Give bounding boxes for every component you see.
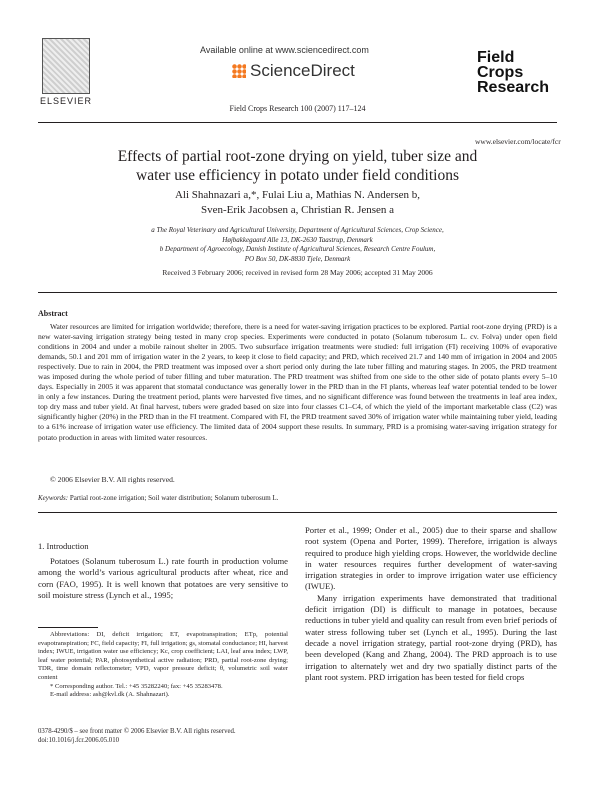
keywords bbox=[38, 494, 278, 502]
journal-url-link[interactable]: www.elsevier.com/locate/fcr bbox=[475, 137, 561, 146]
authors-line1: Ali Shahnazari a,*, Fulai Liu a, Mathias N. Andersen b, bbox=[174, 189, 420, 201]
email-footnote: E-mail address: ash@kvl.dk (A. Shahnazari). bbox=[50, 691, 170, 699]
authors-line2: Sven-Erik Jacobsen a, Christian R. Jensen a bbox=[200, 204, 395, 216]
header-divider bbox=[38, 122, 557, 123]
affiliation-b-line1: b Department of Agroecology, Danish Institute of Agricultural Sciences, Research Centre Foulum, bbox=[159, 245, 436, 253]
affiliation-a-line2: Højbakkegaard Alle 13, DK-2630 Taastrup, Denmark bbox=[222, 235, 373, 244]
abbreviations-footnote: Abbreviations: DI, deficit irrigation; ET, evapotranspiration; ETp, potential evapotranspiration; FC, field capacity; FI, full irrigation; gs, stomatal conductance; HI, harvest index; IWUE, irrigation water use efficiency; Kc, crop coefficient; LAI, leaf area index; LWP, leaf water potential; PAR, photosynthetical active radiation; PRD, partial root-zone drying; TDR, time domain reflectometer; VPD, vapor pressure deficit; θ, volumetric soil water content bbox=[38, 631, 288, 681]
intro-paragraph-right-1: Porter et al., 1999; Onder et al., 2005) due to their sparse and shallow root system (Opena and Porter, 1999). Therefore, irrigation is always required to produce high yielding crops. However, the worldwide decline in water resources requires further development of water-saving irrigation strategies in order to improve irrigation water use efficiency (IWUE). bbox=[305, 525, 557, 592]
abstract-heading: Abstract bbox=[38, 309, 68, 318]
footnotes bbox=[38, 631, 288, 700]
elsevier-tree-emblem bbox=[42, 38, 90, 94]
journal-title-line3: Research bbox=[477, 79, 550, 96]
author-list bbox=[60, 188, 535, 218]
sciencedirect-logo bbox=[232, 61, 355, 81]
affiliation-b-line2: PO Box 50, DK-8830 Tjele, Denmark bbox=[244, 254, 351, 263]
elsevier-logo bbox=[38, 38, 94, 104]
doi-link[interactable]: doi:10.1016/j.fcr.2006.05.010 bbox=[38, 737, 119, 744]
journal-title bbox=[477, 50, 549, 95]
publisher-name: ELSEVIER bbox=[39, 96, 93, 106]
journal-title-line2: Crops bbox=[477, 64, 524, 81]
intro-paragraph-left: Potatoes (Solanum tuberosum L.) rate fourth in production volume among the world’s various agricultural products after wheat, rice and corn (FAO, 1995). It is well known that potatoes are very sensitive to soil moisture stress (Lynch et al., 1995; bbox=[38, 556, 288, 600]
section-heading-introduction: 1. Introduction bbox=[38, 541, 89, 551]
journal-reference: Field Crops Research 100 (2007) 117–124 bbox=[229, 104, 366, 113]
sciencedirect-dots-icon bbox=[232, 64, 246, 78]
keywords-label: Keywords: bbox=[38, 494, 69, 502]
affiliations bbox=[60, 226, 535, 264]
left-column bbox=[38, 556, 288, 601]
abstract-text: Water resources are limited for irrigation worldwide; therefore, there is a need for water-saving irrigation practices to be explored. Partial root-zone drying (PRD) is a new water-saving irrigation strategy being tested in many crop species. Experiments were conducted in potato (Solanum tuberosum L. cv. Folva) under open field conditions in 2004 and under a mobile rainout shelter in 2005. Two subsurface irrigation treatments were studied: full irrigation (FI) receiving 100% of evaporative demands, 50.1 and 201 mm of irrigation water in the 2 years, to keep it close to field capacity; and PRD, which received 21.7 and 140 mm of irrigation in 2004 and 2005 respectively. Due to rain in 2004, the PRD treatment was imposed over a short period only during the late tuber filling and maturing stages. In 2005, the PRD treatment was imposed during the whole period of tuber filling and tuber maturation. The PRD treatment was shifted from one side to the other side of potato plants every 5–10 days. Especially in 2005 it was apparent that stomatal conductance was generally lower in the PRD than in the FI plants, whereas leaf water potential tended to be lower in only a few instances. During the treatment period, plants were harvested five times, and no significant difference was found between the treatments in leaf area index, top dry mass and tuber yield. At final harvest, tubers were graded based on size into four classes C1–C4, of which the yield of the important marketable class (C2) was significantly higher (20%) in the PRD than in the FI treatment. Compared with FI, the PRD treatment saved 30% of irrigation water while maintaining tuber yield, leading to a 61% increase of irrigation water use efficiency. The limited data of 2004 support these results. In summary, PRD is a promising water-saving irrigation strategy for potato production in areas with limited water resources. bbox=[38, 322, 557, 442]
footnote-divider bbox=[38, 627, 98, 628]
article-title bbox=[60, 147, 535, 185]
issn-block bbox=[38, 727, 298, 745]
intro-paragraph-right-2: Many irrigation experiments have demonstrated that traditional deficit irrigation (DI) is difficult to manage in potatoes, because reductions in tuber yield and quality can result from even brief periods of water stress following tuber set (Lynch et al., 1995). During the last decade a novel irrigation strategy, partial root-zone drying (PRD), has been developed (Kang and Zhang, 2004). The PRD approach is to use irrigation to alternately wet and dry two spatially distinct parts of the plant root system. PRD irrigation has been tested for field crops bbox=[305, 592, 558, 682]
affiliation-a-line1: a The Royal Veterinary and Agricultural University, Department of Agricultural Sciences, Crop Science, bbox=[151, 226, 444, 234]
abstract-divider bbox=[38, 512, 557, 513]
abstract-copyright: © 2006 Elsevier B.V. All rights reserved. bbox=[50, 475, 175, 484]
right-column bbox=[305, 525, 557, 683]
sciencedirect-wordmark: ScienceDirect bbox=[250, 61, 355, 80]
title-line2: water use efficiency in potato under field conditions bbox=[136, 167, 459, 184]
available-online-text: Available online at www.sciencedirect.com bbox=[200, 45, 369, 55]
received-dates: Received 3 February 2006; received in revised form 28 May 2006; accepted 31 May 2006 bbox=[162, 268, 433, 277]
keywords-list: Partial root-zone irrigation; Soil water distribution; Solanum tuberosum L. bbox=[69, 494, 279, 502]
corresponding-author-footnote: * Corresponding author. Tel.: +45 35282240; fax: +45 35283478. bbox=[50, 682, 223, 690]
title-divider bbox=[38, 292, 557, 293]
journal-title-line1: Field bbox=[477, 49, 515, 66]
issn-line: 0378-4290/$ – see front matter © 2006 Elsevier B.V. All rights reserved. bbox=[38, 728, 236, 735]
title-line1: Effects of partial root-zone drying on yield, tuber size and bbox=[117, 148, 478, 165]
